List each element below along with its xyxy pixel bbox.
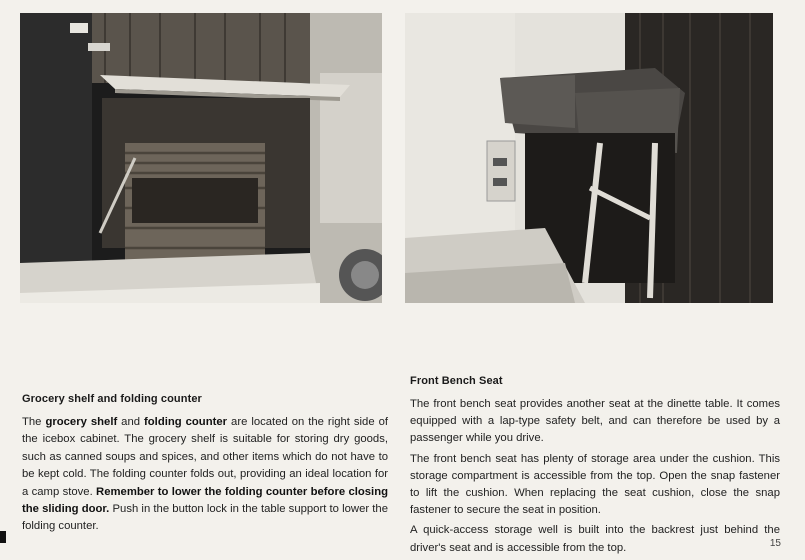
text-run: are located on the right side of the icebox cabinet. The grocery shelf is suitable for storing dry goods, such as canned soups and spices, and other items which do not have to be kept cold. The folding counter folds out, providing an ideal location for a camp stove.	[22, 416, 388, 498]
bench-seat-paragraph-1: The front bench seat provides another seat at the dinette table. It comes equipped with a lap-type safety belt, and can therefore be used by a passenger while you drive.	[410, 398, 780, 445]
front-bench-seat-section	[410, 375, 780, 560]
front-bench-seat-heading: Front Bench Seat	[410, 375, 503, 387]
bench-seat-paragraph-2: The front bench seat has plenty of storage area under the cushion. This storage compartment is accessible from the top. Open the snap fastener to lift the cushion. When replacing the seat cushion, close the snap fastener to secure the seat in position.	[410, 452, 780, 517]
grocery-shelf-paragraph	[22, 414, 388, 536]
text-run: Push in the button lock in the table support to lower the folding counter.	[22, 503, 388, 533]
photo-grocery-shelf	[20, 13, 382, 303]
text-run: and	[117, 416, 145, 428]
bold-term-grocery-shelf: grocery shelf	[45, 416, 118, 428]
bold-warning: Remember to lower the folding counter before closing the sliding door.	[22, 485, 388, 516]
grocery-shelf-heading: Grocery shelf and folding counter	[22, 393, 202, 405]
bold-term-folding-counter: folding counter	[144, 416, 228, 428]
page-number: 15	[769, 538, 781, 549]
photo-front-bench-seat	[405, 13, 773, 303]
bench-seat-paragraph-3: A quick-access storage well is built into the backrest just behind the driver's seat and is accessible from the top.	[410, 524, 780, 554]
grocery-shelf-section	[22, 393, 388, 536]
corner-mark	[0, 531, 6, 543]
text-run: The	[22, 416, 46, 428]
